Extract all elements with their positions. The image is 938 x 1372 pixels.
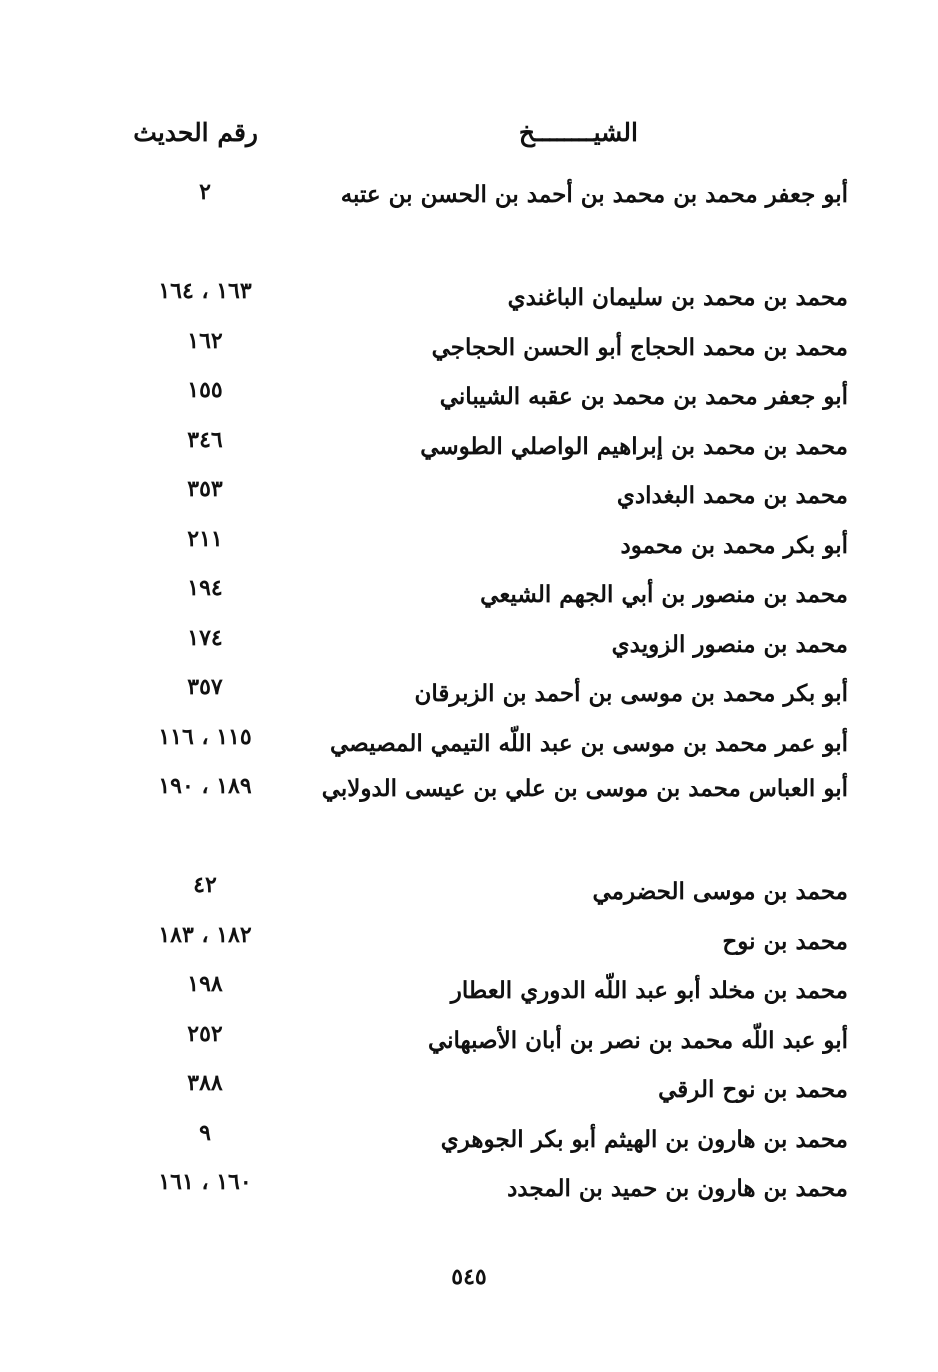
table-row bbox=[0, 418, 938, 468]
hadith-number: ٢٥٢ bbox=[187, 1020, 223, 1047]
page-number: ٥٤٥ bbox=[451, 1264, 487, 1290]
narrator-name: محمد بن محمد بن إبراهيم الواصلي الطوسي bbox=[420, 432, 848, 460]
table-row bbox=[0, 467, 938, 517]
table-row bbox=[0, 715, 938, 765]
hadith-number: ١٦٢ bbox=[187, 327, 223, 354]
narrator-name: محمد بن هارون بن الهيثم أبو بكر الجوهري bbox=[440, 1125, 848, 1153]
narrator-name: محمد بن مخلد أبو عبد اللّه الدوري العطار bbox=[450, 977, 848, 1004]
table-row bbox=[0, 764, 938, 863]
narrator-name: أبو عبد اللّه محمد بن نصر بن أبان الأصبهاني bbox=[427, 1026, 848, 1054]
narrator-name: محمد بن هارون بن حميد بن المجدد bbox=[507, 1175, 848, 1202]
hadith-number: ٣٤٦ bbox=[187, 426, 223, 453]
hadith-number: ١٦٠ ، ١٦١ bbox=[158, 1169, 252, 1195]
narrator-name: أبو بكر محمد بن محمود bbox=[620, 531, 848, 559]
table-header bbox=[0, 118, 938, 158]
narrator-name: محمد بن موسى الحضرمي bbox=[592, 878, 848, 905]
table-row bbox=[0, 1111, 938, 1161]
table-row bbox=[0, 1160, 938, 1210]
narrator-name: أبو العباس محمد بن موسى بن علي بن عيسى الدولابي bbox=[321, 775, 848, 802]
hadith-number: ٣٥٣ bbox=[187, 476, 223, 502]
narrator-name: أبو عمر محمد بن موسى بن عبد اللّه التيمي المصيصي bbox=[330, 729, 848, 757]
narrator-name: محمد بن نوح bbox=[722, 927, 848, 955]
table-row bbox=[0, 368, 938, 418]
table-row bbox=[0, 319, 938, 369]
hadith-number: ٣٥٧ bbox=[187, 674, 223, 700]
narrators-list bbox=[0, 170, 938, 1210]
table-row bbox=[0, 269, 938, 319]
hadith-number: ١٩٤ bbox=[187, 575, 223, 601]
narrator-name: محمد بن منصور الزويدي bbox=[611, 630, 848, 658]
narrator-name: محمد بن محمد بن سليمان الباغندي bbox=[507, 284, 848, 311]
hadith-number: ١١٥ ، ١١٦ bbox=[158, 723, 252, 750]
narrator-name: أبو جعفر محمد بن محمد بن أحمد بن الحسن بن عتبه bbox=[340, 181, 848, 208]
narrator-name: محمد بن نوح الرقي bbox=[658, 1076, 848, 1103]
narrator-name: أبو بكر محمد بن موسى بن أحمد بن الزبرقان bbox=[414, 680, 848, 707]
hadith-number: ٩ bbox=[199, 1119, 211, 1146]
table-row bbox=[0, 913, 938, 963]
narrator-name: محمد بن محمد الحجاج أبو الحسن الحجاجي bbox=[431, 333, 848, 361]
table-row bbox=[0, 962, 938, 1012]
narrator-name: أبو جعفر محمد بن محمد بن عقبه الشيباني bbox=[439, 383, 848, 410]
narrator-name: محمد بن منصور بن أبي الجهم الشيعي bbox=[480, 581, 848, 608]
header-shaykh: الشيــــــــخ bbox=[518, 118, 638, 147]
table-row bbox=[0, 863, 938, 913]
table-row bbox=[0, 1012, 938, 1062]
hadith-number: ٤٢ bbox=[193, 872, 217, 898]
table-row bbox=[0, 517, 938, 567]
table-row bbox=[0, 170, 938, 269]
table-row bbox=[0, 616, 938, 666]
hadith-number: ١٦٣ ، ١٦٤ bbox=[158, 278, 252, 304]
table-row bbox=[0, 566, 938, 616]
hadith-number: ١٨٩ ، ١٩٠ bbox=[158, 773, 252, 799]
table-row bbox=[0, 1061, 938, 1111]
header-hadith-number: رقم الحديث bbox=[133, 118, 258, 147]
hadith-number: ٢ bbox=[199, 179, 211, 205]
narrator-name: محمد بن محمد البغدادي bbox=[616, 482, 848, 509]
hadith-number: ٣٨٨ bbox=[187, 1070, 223, 1096]
hadith-number: ١٥٥ bbox=[187, 377, 223, 403]
hadith-number: ١٩٨ bbox=[187, 971, 223, 997]
hadith-number: ١٨٢ ، ١٨٣ bbox=[158, 921, 252, 948]
hadith-number: ١٧٤ bbox=[187, 624, 223, 651]
hadith-number: ٢١١ bbox=[187, 525, 223, 552]
table-row bbox=[0, 665, 938, 715]
